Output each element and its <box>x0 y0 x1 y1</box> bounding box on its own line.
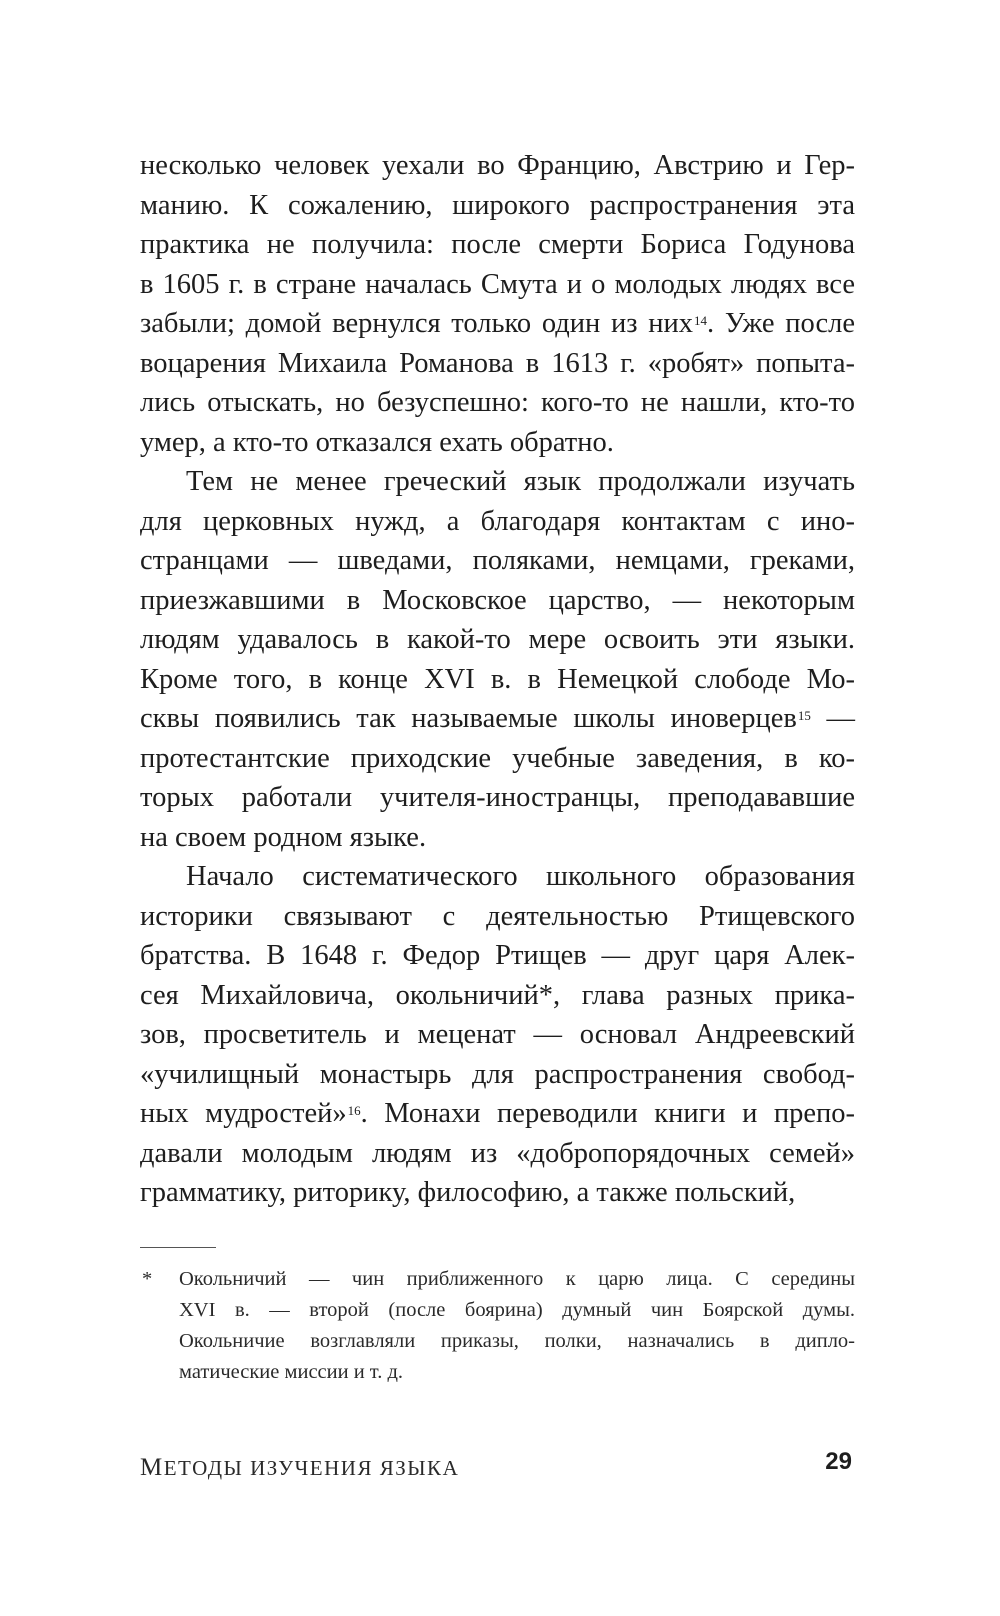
text-line: сея Михайловича, окольничий*, глава разных прика- <box>140 979 855 1011</box>
text-segment: ных мудростей» <box>140 1098 347 1129</box>
footnote-reference: 16 <box>347 1103 361 1118</box>
text-line: на своем родном языке. <box>140 821 427 853</box>
running-head-initial: М <box>140 1454 164 1481</box>
page-number: 29 <box>825 1448 852 1475</box>
footnote-reference: 14 <box>694 313 708 328</box>
text-segment: сквы появились так называемые школы иноверцев <box>140 703 797 734</box>
footnote-line: XVI в. — второй (после боярина) думный чин Боярской думы. <box>179 1299 855 1321</box>
footnote-line: Окольничий — чин приближенного к царю лица. С середины <box>179 1268 855 1290</box>
text-segment: забыли; домой вернулся только один из них <box>140 308 694 339</box>
text-line: умер, а кто-то отказался ехать обратно. <box>140 426 614 458</box>
main-text <box>140 146 855 1213</box>
text-segment: . Монахи переводили книги и препо- <box>360 1098 855 1129</box>
footnote-line: матические миссии и т. д. <box>179 1361 404 1383</box>
text-line: протестантские приходские учебные заведения, в ко- <box>140 742 855 774</box>
text-line: в 1605 г. в стране началась Смута и о молодых людях все <box>140 268 855 300</box>
text-line: воцарения Михаила Романова в 1613 г. «робят» попыта- <box>140 347 855 379</box>
footnote-mark: * <box>142 1268 153 1290</box>
text-line: людям удавалось в какой-то мере освоить эти языки. <box>140 624 855 655</box>
text-line: практика не получила: после смерти Бориса Годунова <box>140 229 855 260</box>
text-line: зов, просветитель и меценат — основал Андреевский <box>140 1019 855 1050</box>
text-line <box>140 699 855 739</box>
text-line: давали молодым людям из «добропорядочных семей» <box>140 1137 855 1169</box>
text-line <box>140 1094 855 1134</box>
text-line: Тем не менее греческий язык продолжали изучать <box>186 466 855 497</box>
text-line: торых работали учителя-иностранцы, преподававшие <box>140 782 855 813</box>
text-segment: . Уже после <box>707 308 855 339</box>
running-head <box>140 1454 459 1482</box>
text-line: историки связывают с деятельностью Ртищевского <box>140 900 855 932</box>
text-line <box>140 304 855 344</box>
text-line: «училищный монастырь для распространения свобод- <box>140 1058 855 1090</box>
text-line: грамматику, риторику, философию, а также польский, <box>140 1177 796 1208</box>
text-segment: — <box>810 703 856 734</box>
text-line: приезжавшими в Московское царство, — некоторым <box>140 584 855 616</box>
footnote <box>140 1264 855 1388</box>
footnote-separator <box>140 1247 216 1248</box>
text-line: для церковных нужд, а благодаря контактам с ино- <box>140 505 855 537</box>
text-line: странцами — шведами, поляками, немцами, греками, <box>140 545 855 576</box>
text-line: Кроме того, в конце XVI в. в Немецкой слободе Мо- <box>140 663 855 695</box>
text-line: братства. В 1648 г. Федор Ртищев — друг царя Алек- <box>140 940 855 971</box>
footnote-line: Окольничие возглавляли приказы, полки, назначались в дипло- <box>179 1330 855 1352</box>
text-line: лись отыскать, но безуспешно: кого-то не нашли, кто-то <box>140 387 855 418</box>
text-line: манию. К сожалению, широкого распространения эта <box>140 189 855 221</box>
text-line: Начало систематического школьного образования <box>186 861 855 892</box>
running-head-rest: ЕТОДЫ ИЗУЧЕНИЯ ЯЗЫКА <box>163 1456 460 1480</box>
footnote-reference: 15 <box>797 708 811 723</box>
footnote-body <box>179 1264 855 1388</box>
text-line: несколько человек уехали во Францию, Австрию и Гер- <box>140 150 855 181</box>
